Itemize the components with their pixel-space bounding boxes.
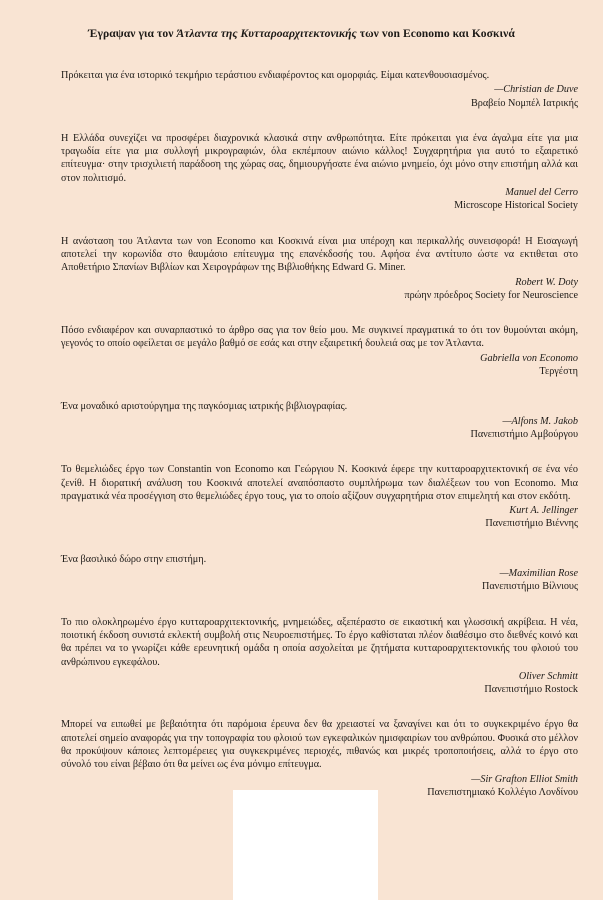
testimonial-affiliation: Βραβείο Νομπέλ Ιατρικής (470, 97, 578, 109)
testimonial-affiliation: Microscope Historical Society (454, 200, 578, 212)
testimonial (61, 718, 578, 799)
testimonial-author: Robert W. Doty (515, 276, 578, 288)
title-prefix: Έγραψαν για τον (88, 27, 177, 40)
testimonial (61, 235, 578, 302)
title-suffix: των von Economo και Κοσκινά (356, 27, 515, 40)
testimonial (61, 132, 578, 213)
testimonial-text: Ένα μοναδικό αριστούργημα της παγκόσμιας ιατρικής βιβλιογραφίας. (61, 401, 348, 413)
barcode-area (233, 790, 378, 900)
testimonial (61, 463, 578, 530)
testimonial (61, 616, 578, 697)
testimonial-author: Manuel del Cerro (505, 187, 578, 199)
testimonial-author: —Maximilian Rose (499, 568, 578, 580)
testimonial-text: Ένα βασιλικό δώρο στην επιστήμη. (61, 553, 207, 565)
testimonial-author: —Christian de Duve (494, 84, 578, 96)
testimonial-text: Το θεμελιώδες έργο των Constantin von Economo και Γεώργιου Ν. Κοσκινά έφερε την κυτταροαρχιτεκτονική σε ένα νέο ζενίθ. Η διορατική ανάλυση του Κοσκινά αποτελεί αναπόσπαστο συμπλήρωμα των διαλέξεων του von Economo. Μια πραγματικά νέα προσέγγιση στο θεμελιώδες έργο τους, για το οποίο αξίζουν συγχαρητήρια στον επιμελητή και στον εκδότη. (61, 464, 578, 502)
testimonial (61, 324, 578, 378)
title-italic: Άτλαντα της Κυτταροαρχιτεκτονικής (176, 27, 357, 40)
testimonial-author: Oliver Schmitt (518, 670, 578, 682)
testimonial-affiliation: Τεργέστη (539, 366, 578, 378)
testimonial-affiliation: Πανεπιστήμιο Βίλνιους (481, 581, 578, 593)
testimonial-text: Πρόκειται για ένα ιστορικό τεκμήριο τεράστιου ενδιαφέροντος και ομορφιάς. Είμαι κατενθουσιασμένος. (61, 70, 490, 81)
page-title (30, 27, 573, 40)
testimonial-text: Πόσο ενδιαφέρον και συναρπαστικό το άρθρο σας για τον θείο μου. Με συγκινεί πραγματικά το ότι τον θυμούνται ακόμη, γεγονός το οποίο οφείλεται σε μεγάλο βαθμό σε εσάς και στην εξαιρετική δουλειά σας με τον Άτλαντα. (61, 325, 578, 350)
testimonial-text: Η ανάσταση του Άτλαντα των von Economo και Κοσκινά είναι μια υπέροχη και περικαλλής συνεισφορά! Η Εισαγωγή αποτελεί την κορωνίδα στο θαυμάσιο επίτευγμα της επανέκδοσής του. Αφήσα ένα αντίτυπο ώστε να εκτιθεται στο Αποθετήριο Σπανίων Βιβλίων και Χειρογράφων της Βιβλιοθήκης Edward G. Miner. (61, 235, 578, 274)
testimonial-text: Μπορεί να ειπωθεί με βεβαιότητα ότι παρόμοια έρευνα δεν θα χρειαστεί να ξαναγίνει και ότι το συγκεκριμένο έργο θα αποτελεί σημείο αναφοράς για την τοπογραφία του φλοιού των εγκεφαλικών ημισφαιρίων του ανθρώπου. Φυσικά στο μέλλον θα προκύψουν κάποιες λεπτομέρειες για συγκεκριμένες περιοχές, πιθανώς και μικρές τροποποιήσεις, αλλά το έργο στο σύνολό του είναι βέβαιο ότι θα μείνει ως ένα μόνιμο επίτευγμα. (61, 719, 578, 771)
testimonial-author: Gabriella von Economo (480, 352, 578, 364)
testimonial (61, 553, 578, 594)
testimonial (61, 69, 578, 110)
testimonial-affiliation: Πανεπιστημιακό Κολλέγιο Λονδίνου (427, 786, 578, 798)
testimonial-author: —Alfons M. Jakob (502, 415, 578, 427)
testimonial-affiliation: Πανεπιστήμιο Αμβούργου (470, 428, 578, 440)
testimonial-affiliation: Πανεπιστήμιο Rostock (484, 684, 578, 696)
testimonial (61, 400, 578, 441)
testimonial-text: Η Ελλάδα συνεχίζει να προσφέρει διαχρονικά κλασικά στην ανθρωπότητα. Είτε πρόκειται για ένα άγαλμα είτε για μια τραγωδία είτε για μια συλλογή μικρογραφιών, όλα εκπέμπουν αιώνιο κάλλος! Συγχαρητήρια για αυτό το εξαιρετικό επίτευγμα· στην τρισχιλιετή παράδοση της χώρας σας, δημιουργήσατε ένα αιώνιο μνημείο, όχι μόνο στην επιστήμη αλλά και στον πολιτισμό. (61, 132, 578, 184)
testimonials-list (61, 69, 578, 799)
testimonial-author: Kurt A. Jellinger (509, 505, 578, 517)
testimonial-affiliation: πρώην πρόεδρος Society for Neuroscience (404, 289, 578, 301)
testimonial-affiliation: Πανεπιστήμιο Βιέννης (485, 518, 578, 530)
testimonial-text: Το πιο ολοκληρωμένο έργο κυτταροαρχιτεκτονικής, μνημειώδες, αξεπέραστο σε εικαστική και γλωσσική ακρίβεια. Η νέα, ποιοτική έκδοση συνιστά εκλεκτή συμβολή στις Νευροεπιστήμες. Το έργο καθίσταται πλέον διαθέσιμο στο διεθνές κοινό και θα πρέπει να το γνωρίζει κάθε ερευνητική ομάδα η οποία ασχολείται με ζητήματα κυτταροαρχιτεκτονικής του φλοιού του ανθρώπινου εγκεφάλου. (61, 616, 578, 668)
testimonial-author: —Sir Grafton Elliot Smith (471, 773, 578, 785)
